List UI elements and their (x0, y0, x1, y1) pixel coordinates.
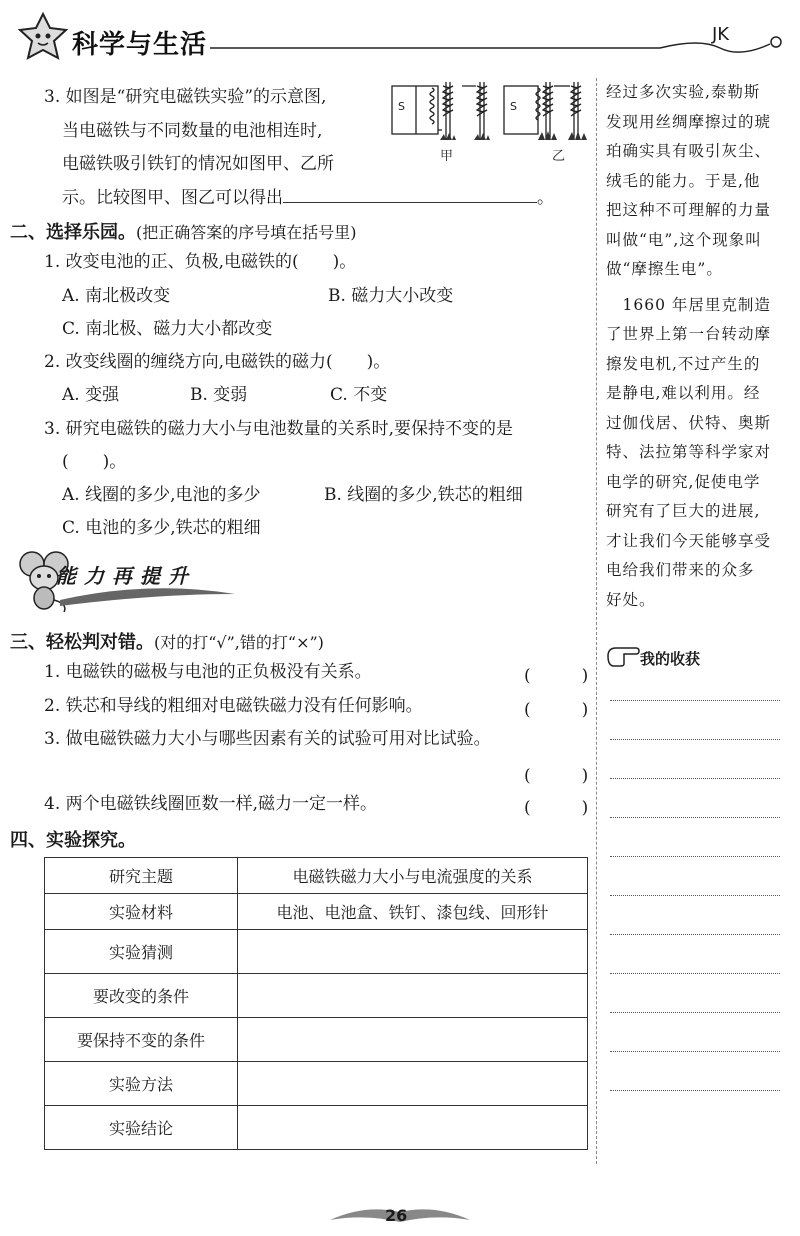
sidebar-p2-line: 好处。 (606, 590, 656, 609)
sidebar-p2-line: 1660 年居里克制造 (606, 295, 771, 314)
sidebar-p2-line: 是静电,难以利用。经 (606, 384, 761, 402)
harvest-line[interactable] (610, 700, 780, 701)
table-row (45, 858, 588, 894)
section3-title (10, 628, 324, 654)
harvest-line[interactable] (610, 1012, 780, 1013)
s3-item-4: 4. 两个电磁铁线圈匝数一样,磁力一定一样。 (44, 794, 378, 814)
page-number: 26 (385, 1206, 408, 1225)
sidebar-p2-line: 擦发电机,不过产生的 (606, 354, 761, 373)
sidebar-p1-line: 叫做“电”,这个现象叫 (606, 230, 762, 249)
s2-q3-stem: 3. 研究电磁铁的磁力大小与电池数量的关系时,要保持不变的是 (44, 419, 514, 439)
section3-note: (对的打“√”,错的打“×”) (154, 633, 324, 652)
q3-line4 (62, 186, 554, 209)
sidebar-p1-line: 绒毛的能力。于是,他 (606, 171, 761, 190)
sidebar-p2-line: 研究有了巨大的进展, (606, 502, 761, 520)
s2-q3-option-a[interactable]: A. 线圈的多少,电池的多少 (62, 485, 261, 505)
s2-q3-stem-paren: ( )。 (62, 452, 127, 472)
row-value: 电磁铁磁力大小与电流强度的关系 (238, 858, 588, 894)
sidebar-p2-line: 特、法拉第等科学家对 (606, 443, 772, 461)
harvest-line[interactable] (610, 1051, 780, 1052)
s2-q3-option-c[interactable]: C. 电池的多少,铁芯的粗细 (62, 518, 261, 538)
s2-q1-option-b[interactable]: B. 磁力大小改变 (328, 286, 454, 306)
table-row (45, 894, 588, 930)
header-title: 科学与生活 (72, 30, 208, 60)
row-answer-cell[interactable] (238, 1106, 588, 1150)
pointing-hand-icon (606, 644, 640, 668)
table-row (45, 1018, 588, 1062)
sidebar-divider (596, 78, 597, 1164)
harvest-line[interactable] (610, 739, 780, 740)
row-answer-cell[interactable] (238, 1018, 588, 1062)
row-label: 实验结论 (45, 1106, 238, 1150)
sidebar-p1-line: 发现用丝绸摩擦过的琥 (606, 112, 772, 131)
s2-q2-option-b[interactable]: B. 变弱 (190, 385, 248, 405)
q3-answer-blank[interactable] (283, 186, 537, 203)
s2-q1-option-c[interactable]: C. 南北极、磁力大小都改变 (62, 319, 273, 339)
row-label: 研究主题 (45, 858, 238, 894)
sidebar-p2-line: 电学的研究,促使电学 (606, 472, 761, 491)
q3-line4-start: 示。比较图甲、图乙可以得出 (62, 188, 283, 208)
row-label: 实验材料 (45, 894, 238, 930)
section2-note: (把正确答案的序号填在括号里) (136, 223, 357, 242)
row-value: 电池、电池盒、铁钉、漆包线、回形针 (238, 894, 588, 930)
s2-q1-option-a[interactable]: A. 南北极改变 (62, 286, 171, 306)
sidebar-p2-line: 电给我们带来的众多 (606, 561, 755, 579)
s3-item-1-answer[interactable]: ( ) (524, 666, 589, 686)
sidebar-p2-line: 了世界上第一台转动摩 (606, 325, 772, 343)
s2-q1-stem: 1. 改变电池的正、负极,电磁铁的( )。 (44, 252, 357, 272)
s2-q2-option-c[interactable]: C. 不变 (330, 385, 388, 405)
s3-item-3-answer[interactable]: ( ) (524, 766, 589, 786)
row-answer-cell[interactable] (238, 974, 588, 1018)
row-answer-cell[interactable] (238, 930, 588, 974)
row-label: 要改变的条件 (45, 974, 238, 1018)
table-row (45, 974, 588, 1018)
harvest-line[interactable] (610, 934, 780, 935)
harvest-line[interactable] (610, 973, 780, 974)
row-label: 实验猜测 (45, 930, 238, 974)
row-label: 实验方法 (45, 1062, 238, 1106)
s3-item-2: 2. 铁芯和导线的粗细对电磁铁磁力没有任何影响。 (44, 696, 423, 716)
sidebar-p2-line: 过伽伐居、伏特、奥斯 (606, 413, 772, 432)
table-row (45, 930, 588, 974)
q3-line1: 3. 如图是“研究电磁铁实验”的示意图, (44, 87, 327, 107)
section3-heading: 三、轻松判对错。 (10, 632, 154, 653)
s3-item-4-answer[interactable]: ( ) (524, 798, 589, 818)
figure-b-label: 乙 (552, 149, 566, 164)
sidebar-story (606, 78, 786, 615)
harvest-line[interactable] (610, 817, 780, 818)
row-answer-cell[interactable] (238, 1062, 588, 1106)
harvest-line[interactable] (610, 856, 780, 857)
s2-q2-stem: 2. 改变线圈的缠绕方向,电磁铁的磁力( )。 (44, 352, 391, 372)
experiment-table (44, 857, 588, 1150)
sidebar-p1-line: 珀确实具有吸引灰尘、 (606, 142, 772, 160)
row-label: 要保持不变的条件 (45, 1018, 238, 1062)
section2-title (10, 218, 357, 244)
s2-q3-option-b[interactable]: B. 线圈的多少,铁芯的粗细 (324, 485, 523, 505)
figure-a-circuit (392, 82, 487, 140)
q3-line4-end: 。 (537, 188, 554, 208)
s3-item-1: 1. 电磁铁的磁极与电池的正负极没有关系。 (44, 662, 372, 682)
figure-a-switch-label: S (398, 100, 405, 113)
banner-title: 能力再提升 (56, 564, 196, 588)
s3-item-3: 3. 做电磁铁磁力大小与哪些因素有关的试验可用对比试验。 (44, 729, 491, 749)
section2-heading: 二、选择乐园。 (10, 222, 136, 243)
sidebar-p1-line: 做“摩擦生电”。 (606, 260, 723, 278)
harvest-line[interactable] (610, 778, 780, 779)
table-row (45, 1106, 588, 1150)
q3-line2: 当电磁铁与不同数量的电池相连时, (62, 121, 323, 141)
harvest-line[interactable] (610, 895, 780, 896)
harvest-line[interactable] (610, 1090, 780, 1091)
figure-a-label: 甲 (440, 149, 454, 164)
sidebar-p1-line: 经过多次实验,泰勒斯 (606, 83, 761, 101)
electromagnet-figure (388, 80, 588, 170)
section4-title: 四、实验探究。 (10, 830, 136, 851)
s3-item-2-answer[interactable]: ( ) (524, 700, 589, 720)
harvest-title: 我的收获 (640, 650, 701, 668)
header-code: JK (712, 24, 730, 45)
mascot-logo-icon (8, 10, 78, 66)
q3-line3: 电磁铁吸引铁钉的情况如图甲、乙所 (62, 154, 334, 174)
sidebar-p2-line: 才让我们今天能够享受 (606, 531, 772, 550)
s2-q2-option-a[interactable]: A. 变强 (62, 385, 120, 405)
figure-b-switch-label: S (510, 100, 517, 113)
sidebar-p1-line: 把这种不可理解的力量 (606, 201, 772, 219)
table-row (45, 1062, 588, 1106)
